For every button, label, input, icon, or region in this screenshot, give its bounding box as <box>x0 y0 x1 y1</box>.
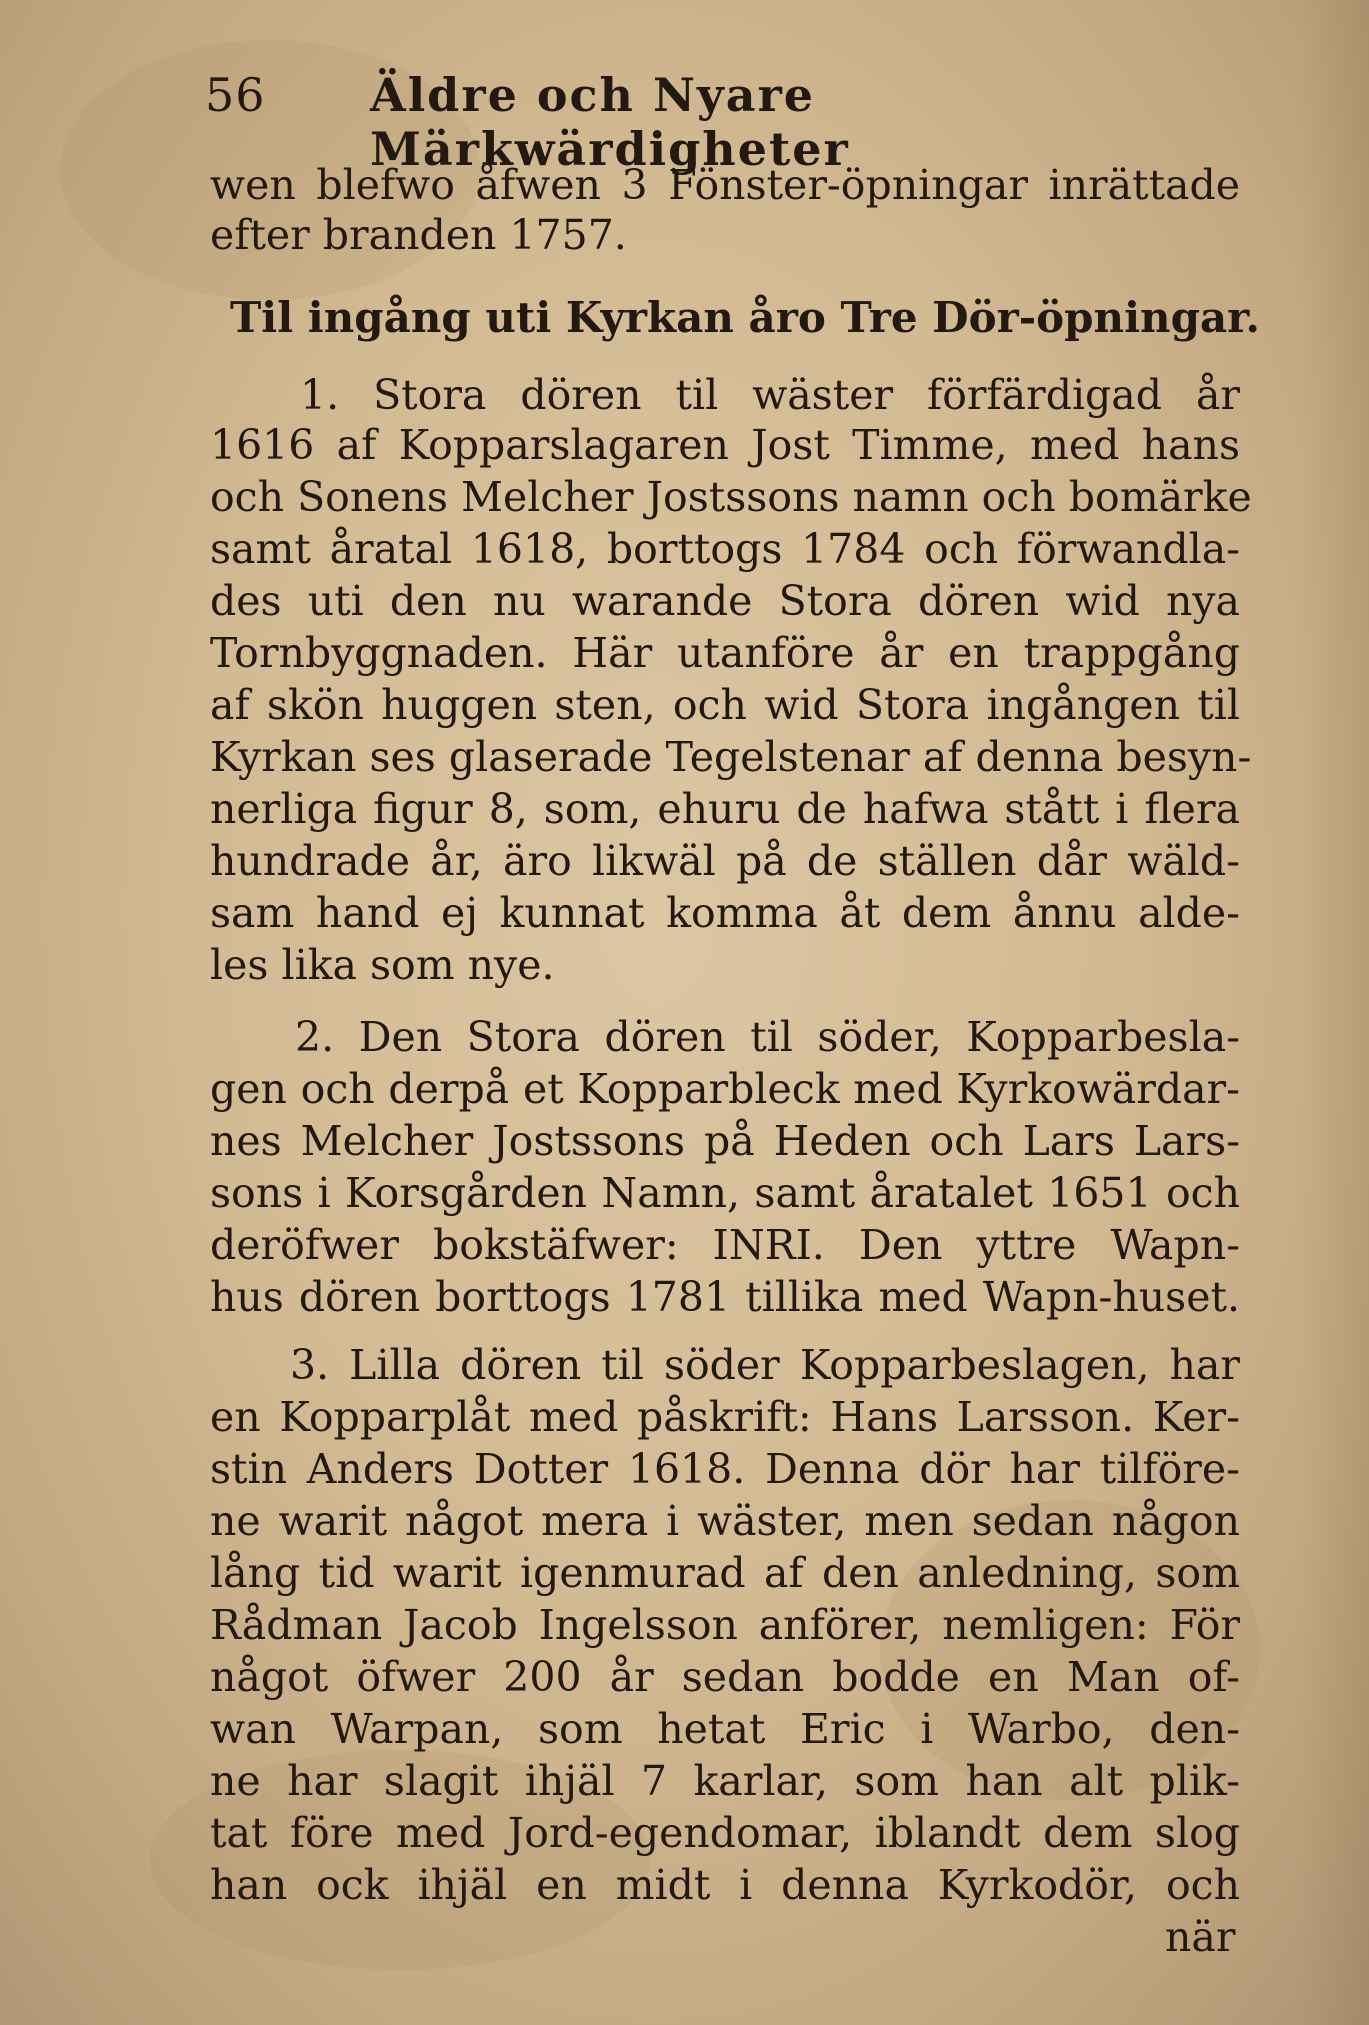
text-line: deröfwer bokstäfwer: INRI. Den yttre Wapn- <box>210 1221 1240 1269</box>
text-line: hus dören borttogs 1781 tillika med Wapn-huset. <box>210 1273 1240 1321</box>
text-line: Tornbyggnaden. Här utanföre år en trappgång <box>210 629 1240 677</box>
text-line: ne har slagit ihjäl 7 karlar, som han alt plik- <box>210 1757 1240 1805</box>
running-header <box>205 68 1135 176</box>
text-line: Rådman Jacob Ingelsson anförer, nemligen: För <box>210 1601 1240 1649</box>
text-line: les lika som nye. <box>210 941 555 989</box>
section-heading: Til ingång uti Kyrkan åro Tre Dör-öpningar. <box>230 293 1261 342</box>
text-line: en Kopparplåt med påskrift: Hans Larsson. Ker- <box>210 1393 1240 1441</box>
text-line: wan Warpan, som hetat Eric i Warbo, den- <box>210 1705 1240 1753</box>
text-line: sam hand ej kunnat komma åt dem ånnu alde- <box>210 889 1240 937</box>
catchword: när <box>1165 1913 1236 1961</box>
text-line: des uti den nu warande Stora dören wid nya <box>210 577 1240 625</box>
text-line: af skön huggen sten, och wid Stora ingången til <box>210 681 1240 729</box>
text-line: 1. Stora dören til wäster förfärdigad år <box>300 371 1240 419</box>
text-line: stin Anders Dotter 1618. Denna dör har tilföre- <box>210 1445 1240 1493</box>
page-number: 56 <box>205 68 266 122</box>
text-line: efter branden 1757. <box>210 211 627 259</box>
running-title: Äldre och Nyare Märkwärdigheter <box>370 68 850 176</box>
page-edge-shadow <box>1299 0 1369 2025</box>
text-line: nes Melcher Jostssons på Heden och Lars Lars- <box>210 1117 1240 1165</box>
text-line: något öfwer 200 år sedan bodde en Man of- <box>210 1653 1240 1701</box>
text-line: hundrade år, äro likwäl på de ställen dår wäld- <box>210 837 1240 885</box>
text-line: 3. Lilla dören til söder Kopparbeslagen, har <box>290 1341 1240 1389</box>
text-line: sons i Korsgården Namn, samt åratalet 1651 och <box>210 1169 1240 1217</box>
text-line: 1616 af Kopparslagaren Jost Timme, med hans <box>210 421 1240 469</box>
text-line: tat före med Jord-egendomar, iblandt dem slog <box>210 1809 1240 1857</box>
text-line: samt åratal 1618, borttogs 1784 och förwandla- <box>210 525 1240 573</box>
text-line: 2. Den Stora dören til söder, Kopparbesla- <box>295 1013 1240 1061</box>
text-line: nerliga figur 8, som, ehuru de hafwa stått i flera <box>210 785 1240 833</box>
text-line: ne warit något mera i wäster, men sedan någon <box>210 1497 1240 1545</box>
text-line: och Sonens Melcher Jostssons namn och bomärke <box>210 473 1252 521</box>
text-line: Kyrkan ses glaserade Tegelstenar af denna besyn- <box>210 733 1252 781</box>
text-line: wen blefwo åfwen 3 Fönster-öpningar inrättade <box>210 161 1240 209</box>
text-line: han ock ihjäl en midt i denna Kyrkodör, och <box>210 1861 1240 1909</box>
text-line: lång tid warit igenmurad af den anledning, som <box>210 1549 1240 1597</box>
text-line: gen och derpå et Kopparbleck med Kyrkowärdar- <box>210 1065 1240 1113</box>
